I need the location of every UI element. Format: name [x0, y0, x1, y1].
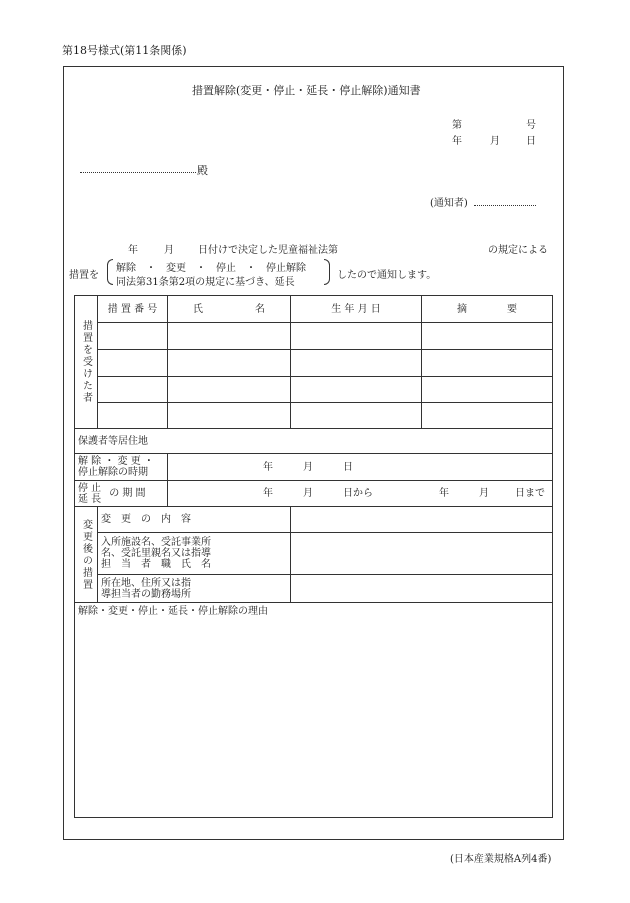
- table-cell[interactable]: [422, 350, 553, 377]
- period-month-2: 月: [479, 488, 489, 499]
- reason-label: 解除・変更・停止・延長・停止解除の理由: [78, 606, 268, 617]
- closing-text: したので通知します。: [337, 270, 437, 281]
- table-cell[interactable]: [98, 403, 168, 429]
- timing-day: 日: [343, 461, 353, 473]
- provision-suffix: の規定による: [488, 245, 548, 256]
- header-remarks: [422, 296, 553, 323]
- timing-year: 年: [263, 461, 273, 473]
- decision-text: 日付けで決定した児童福祉法第: [198, 245, 338, 256]
- facility-label: [98, 533, 291, 575]
- bracket-right: [324, 259, 330, 285]
- table-row: [75, 350, 553, 377]
- period-year-2: 年: [439, 488, 449, 499]
- after-change-label: 変更後の措置: [75, 507, 98, 603]
- form-number: 第18号様式(第11条関係): [62, 44, 187, 57]
- reason-cell[interactable]: [75, 603, 553, 818]
- location-label-line-1: 所在地、住所又は指: [101, 577, 191, 589]
- period-month: 月: [303, 488, 313, 499]
- period-label: [75, 481, 168, 507]
- period-label-extend: 延 長: [78, 493, 102, 505]
- period-to: 日まで: [515, 488, 545, 499]
- table-cell[interactable]: [291, 377, 422, 403]
- table-cell[interactable]: [98, 323, 168, 350]
- issue-day: 日: [526, 136, 536, 147]
- header-name: [168, 296, 291, 323]
- table-cell[interactable]: [422, 403, 553, 429]
- change-content-label: 変 更 の 内 容: [98, 507, 291, 533]
- table-row: [75, 377, 553, 403]
- table-cell[interactable]: [422, 323, 553, 350]
- addressee-suffix: 殿: [197, 164, 208, 177]
- facility-label-line-1: 入所施設名、受託事業所: [101, 537, 211, 548]
- recipients-label: 措置を受けた者: [75, 296, 98, 429]
- issue-number-suffix: 号: [526, 120, 536, 131]
- table-cell[interactable]: [98, 350, 168, 377]
- period-from: 日から: [343, 488, 373, 499]
- period-value[interactable]: [168, 481, 553, 507]
- table-cell[interactable]: [168, 350, 291, 377]
- table-cell[interactable]: [168, 377, 291, 403]
- timing-label-line-1: 解 除 ・ 変 更 ・: [78, 456, 154, 467]
- notifier-line: [474, 205, 536, 206]
- table-cell[interactable]: [168, 403, 291, 429]
- period-label-stop: 停 止: [78, 482, 102, 494]
- period-label-suffix: の 期 間: [109, 488, 146, 499]
- header-birthdate: 生 年 月 日: [291, 296, 422, 323]
- issue-month: 月: [490, 136, 500, 147]
- bracket-line-2: 同法第31条第2項の規定に基づき、延長: [116, 277, 295, 288]
- header-remarks-a: 摘: [457, 303, 467, 315]
- header-measure-number: 措 置 番 号: [98, 296, 168, 323]
- footer-note: (日本産業規格A列4番): [450, 854, 552, 865]
- table-cell[interactable]: [422, 377, 553, 403]
- facility-label-line-3: 担 当 者 職 氏 名: [101, 559, 211, 570]
- header-name-given: 名: [255, 303, 265, 315]
- table-row: [75, 403, 553, 429]
- period-year: 年: [263, 488, 273, 499]
- location-value[interactable]: [291, 575, 553, 603]
- table-cell[interactable]: [168, 323, 291, 350]
- facility-label-line-2: 名、受託里親名又は指導: [101, 548, 211, 559]
- guardian-address-label: 保護者等居住地: [78, 435, 148, 447]
- addressee-line: [80, 172, 196, 173]
- header-remarks-b: 要: [507, 303, 517, 315]
- table-cell[interactable]: [291, 403, 422, 429]
- notifier-label: (通知者): [430, 198, 468, 209]
- timing-month: 月: [303, 461, 313, 473]
- decision-year: 年: [128, 245, 138, 256]
- table-cell[interactable]: [98, 377, 168, 403]
- decision-month: 月: [164, 245, 174, 256]
- bracket-line-1: 解除 ・ 変更 ・ 停止 ・ 停止解除: [116, 263, 306, 274]
- measures-prefix: 措置を: [69, 270, 99, 281]
- table-row: [75, 323, 553, 350]
- facility-value[interactable]: [291, 533, 553, 575]
- issue-number-prefix: 第: [452, 120, 462, 131]
- document-title: 措置解除(変更・停止・延長・停止解除)通知書: [192, 84, 421, 97]
- guardian-address-row[interactable]: [75, 429, 553, 454]
- location-label-line-2: 導担当者の勤務場所: [101, 588, 191, 600]
- table-cell[interactable]: [291, 350, 422, 377]
- bracket-left: [107, 259, 113, 285]
- location-label: [98, 575, 291, 603]
- change-content-value[interactable]: [291, 507, 553, 533]
- header-name-family: 氏: [193, 303, 203, 315]
- timing-label-line-2: 停止解除の時期: [78, 467, 148, 478]
- timing-label: [75, 454, 168, 481]
- table-cell[interactable]: [291, 323, 422, 350]
- timing-value[interactable]: [168, 454, 553, 481]
- issue-year: 年: [452, 136, 462, 147]
- details-table: [74, 295, 553, 818]
